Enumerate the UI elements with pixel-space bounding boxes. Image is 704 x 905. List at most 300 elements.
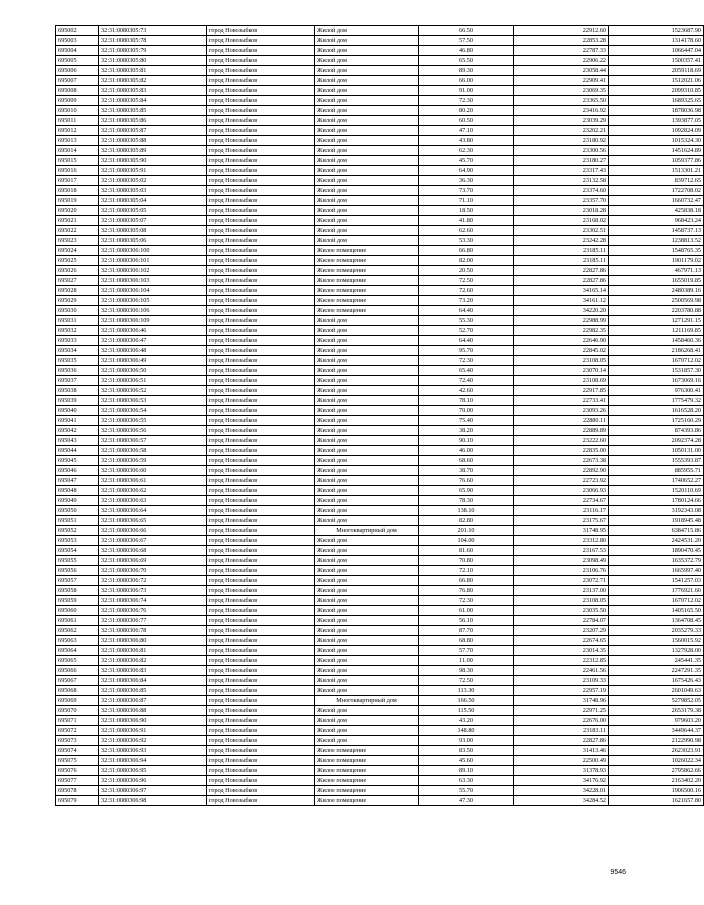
table-row (56, 666, 704, 676)
object-type-cell: Жилой дом (315, 96, 419, 106)
record-id-cell: 695003 (56, 36, 99, 46)
unit-cost-cell: 31748.95 (514, 526, 609, 536)
record-id-cell: 695006 (56, 66, 99, 76)
locality-cell: город Новозыбков (207, 786, 315, 796)
area-cell: 91.00 (419, 86, 514, 96)
unit-cost-cell: 23108.69 (514, 376, 609, 386)
total-cost-cell: 1722708.02 (609, 186, 704, 196)
unit-cost-cell: 23058.44 (514, 66, 609, 76)
total-cost-cell: 1670712.02 (609, 356, 704, 366)
unit-cost-cell: 23168.02 (514, 216, 609, 226)
area-cell: 20.50 (419, 266, 514, 276)
area-cell: 201.10 (419, 526, 514, 536)
locality-cell: город Новозыбков (207, 166, 315, 176)
record-id-cell: 695044 (56, 446, 99, 456)
total-cost-cell: 467971.13 (609, 266, 704, 276)
area-cell: 166.50 (419, 696, 514, 706)
unit-cost-cell: 22827.86 (514, 266, 609, 276)
locality-cell: город Новозыбков (207, 66, 315, 76)
table-row (56, 96, 704, 106)
locality-cell: город Новозыбков (207, 616, 315, 626)
locality-cell: город Новозыбков (207, 636, 315, 646)
area-cell: 52.70 (419, 326, 514, 336)
total-cost-cell: 1271291.15 (609, 316, 704, 326)
locality-cell: город Новозыбков (207, 336, 315, 346)
object-type-cell: Жилой дом (315, 656, 419, 666)
area-cell: 90.10 (419, 436, 514, 446)
total-cost-cell: 1660732.47 (609, 196, 704, 206)
total-cost-cell: 1523687.90 (609, 26, 704, 36)
unit-cost-cell: 22787.33 (514, 46, 609, 56)
unit-cost-cell: 22880.11 (514, 416, 609, 426)
table-row (56, 166, 704, 176)
unit-cost-cell: 34176.92 (514, 776, 609, 786)
total-cost-cell: 1655019.85 (609, 276, 704, 286)
locality-cell: город Новозыбков (207, 226, 315, 236)
total-cost-cell: 1890470.45 (609, 546, 704, 556)
table-row (56, 516, 704, 526)
locality-cell: город Новозыбков (207, 796, 315, 806)
cadastral-number-cell: 32:31:0080306:57 (99, 436, 207, 446)
table-row (56, 696, 704, 706)
table-row (56, 536, 704, 546)
locality-cell: город Новозыбков (207, 426, 315, 436)
object-type-cell: Жилой дом (315, 576, 419, 586)
table-row (56, 336, 704, 346)
locality-cell: город Новозыбков (207, 186, 315, 196)
unit-cost-cell: 23014.35 (514, 646, 609, 656)
area-cell: 64.90 (419, 166, 514, 176)
cadastral-number-cell: 32:31:0080305:78 (99, 36, 207, 46)
area-cell: 38.70 (419, 466, 514, 476)
record-id-cell: 695059 (56, 596, 99, 606)
record-id-cell: 695070 (56, 706, 99, 716)
cadastral-number-cell: 32:31:0080306:84 (99, 676, 207, 686)
record-id-cell: 695043 (56, 436, 99, 446)
object-type-cell: Жилой дом (315, 26, 419, 36)
cadastral-number-cell: 32:31:0080305:07 (99, 216, 207, 226)
area-cell: 104.00 (419, 536, 514, 546)
unit-cost-cell: 22889.89 (514, 426, 609, 436)
locality-cell: город Новозыбков (207, 546, 315, 556)
record-id-cell: 695079 (56, 796, 99, 806)
total-cost-cell: 2122990.98 (609, 736, 704, 746)
table-row (56, 586, 704, 596)
object-type-cell: Жилой дом (315, 456, 419, 466)
locality-cell: город Новозыбков (207, 406, 315, 416)
total-cost-cell: 1560015.92 (609, 636, 704, 646)
total-cost-cell: 1725160.29 (609, 416, 704, 426)
area-cell: 38.20 (419, 426, 514, 436)
object-type-cell: Жилое помещение (315, 786, 419, 796)
area-cell: 47.30 (419, 796, 514, 806)
table-row (56, 56, 704, 66)
cadastral-number-cell: 32:31:0080306:64 (99, 506, 207, 516)
object-type-cell: Жилой дом (315, 66, 419, 76)
table-row (56, 626, 704, 636)
object-type-cell: Жилой дом (315, 86, 419, 96)
total-cost-cell: 1364708.45 (609, 616, 704, 626)
area-cell: 78.30 (419, 496, 514, 506)
object-type-cell: Жилой дом (315, 426, 419, 436)
total-cost-cell: 425838.18 (609, 206, 704, 216)
unit-cost-cell: 22646.90 (514, 336, 609, 346)
cadastral-number-cell: 32:31:0080306:68 (99, 546, 207, 556)
cadastral-number-cell: 32:31:0080305:79 (99, 46, 207, 56)
cadastral-number-cell: 32:31:0080306:101 (99, 256, 207, 266)
object-type-cell: Жилой дом (315, 436, 419, 446)
locality-cell: город Новозыбков (207, 686, 315, 696)
object-type-cell: Жилое помещение (315, 796, 419, 806)
table-row (56, 116, 704, 126)
cadastral-number-cell: 32:31:0080306:88 (99, 706, 207, 716)
area-cell: 72.30 (419, 96, 514, 106)
record-id-cell: 695027 (56, 276, 99, 286)
unit-cost-cell: 34161.12 (514, 296, 609, 306)
record-id-cell: 695071 (56, 716, 99, 726)
object-type-cell: Жилой дом (315, 226, 419, 236)
record-id-cell: 695047 (56, 476, 99, 486)
locality-cell: город Новозыбков (207, 446, 315, 456)
area-cell: 65.50 (419, 56, 514, 66)
unit-cost-cell: 23242.28 (514, 236, 609, 246)
area-cell: 93.00 (419, 736, 514, 746)
area-cell: 82.00 (419, 256, 514, 266)
cadastral-number-cell: 32:31:0080306:82 (99, 656, 207, 666)
cadastral-number-cell: 32:31:0080305:02 (99, 176, 207, 186)
object-type-cell: Жилое помещение (315, 746, 419, 756)
area-cell: 57.70 (419, 646, 514, 656)
area-cell: 78.10 (419, 396, 514, 406)
locality-cell: город Новозыбков (207, 46, 315, 56)
area-cell: 65.90 (419, 486, 514, 496)
record-id-cell: 695050 (56, 506, 99, 516)
area-cell: 70.80 (419, 556, 514, 566)
table-row (56, 406, 704, 416)
record-id-cell: 695037 (56, 376, 99, 386)
total-cost-cell: 2601049.63 (609, 686, 704, 696)
unit-cost-cell: 22971.25 (514, 706, 609, 716)
unit-cost-cell: 22827.86 (514, 276, 609, 286)
area-cell: 138.10 (419, 506, 514, 516)
area-cell: 71.10 (419, 196, 514, 206)
object-type-cell: Жилой дом (315, 356, 419, 366)
unit-cost-cell: 23374.60 (514, 186, 609, 196)
area-cell: 73.70 (419, 186, 514, 196)
total-cost-cell: 1405165.50 (609, 606, 704, 616)
table-row (56, 46, 704, 56)
locality-cell: город Новозыбков (207, 656, 315, 666)
cadastral-number-cell: 32:31:0080306:83 (99, 666, 207, 676)
total-cost-cell: 1555393.87 (609, 456, 704, 466)
object-type-cell: Жилое помещение (315, 266, 419, 276)
table-row (56, 576, 704, 586)
total-cost-cell: 839712.65 (609, 176, 704, 186)
record-id-cell: 695031 (56, 316, 99, 326)
table-row (56, 26, 704, 36)
area-cell: 72.50 (419, 276, 514, 286)
area-cell: 56.10 (419, 616, 514, 626)
area-cell: 72.10 (419, 566, 514, 576)
area-cell: 11.00 (419, 656, 514, 666)
total-cost-cell: 1520110.69 (609, 486, 704, 496)
table-row (56, 276, 704, 286)
area-cell: 62.30 (419, 146, 514, 156)
area-cell: 43.20 (419, 716, 514, 726)
cadastral-number-cell: 32:31:0080306:65 (99, 516, 207, 526)
area-cell: 76.60 (419, 476, 514, 486)
object-type-cell: Жилой дом (315, 636, 419, 646)
cadastral-number-cell: 32:31:0080305:87 (99, 126, 207, 136)
cadastral-number-cell: 32:31:0080305:82 (99, 76, 207, 86)
record-id-cell: 695002 (56, 26, 99, 36)
locality-cell: город Новозыбков (207, 746, 315, 756)
object-type-cell: Жилой дом (315, 196, 419, 206)
unit-cost-cell: 23416.92 (514, 106, 609, 116)
cadastral-number-cell: 32:31:0080306:73 (99, 586, 207, 596)
cadastral-number-cell: 32:31:0080306:63 (99, 496, 207, 506)
table-row (56, 786, 704, 796)
table-row (56, 106, 704, 116)
total-cost-cell: 1500357.41 (609, 56, 704, 66)
locality-cell: город Новозыбков (207, 96, 315, 106)
record-id-cell: 695064 (56, 646, 99, 656)
record-id-cell: 695025 (56, 256, 99, 266)
record-id-cell: 695014 (56, 146, 99, 156)
locality-cell: город Новозыбков (207, 476, 315, 486)
table-row (56, 606, 704, 616)
table-row (56, 456, 704, 466)
unit-cost-cell: 23365.50 (514, 96, 609, 106)
unit-cost-cell: 34228.01 (514, 786, 609, 796)
locality-cell: город Новозыбков (207, 516, 315, 526)
locality-cell: город Новозыбков (207, 596, 315, 606)
record-id-cell: 695078 (56, 786, 99, 796)
total-cost-cell: 2500569.98 (609, 296, 704, 306)
locality-cell: город Новозыбков (207, 706, 315, 716)
cadastral-number-cell: 32:31:0080305:89 (99, 146, 207, 156)
unit-cost-cell: 23167.53 (514, 546, 609, 556)
locality-cell: город Новозыбков (207, 26, 315, 36)
locality-cell: город Новозыбков (207, 696, 315, 706)
total-cost-cell: 1458737.13 (609, 226, 704, 236)
total-cost-cell: 1906500.16 (609, 786, 704, 796)
table-row (56, 226, 704, 236)
locality-cell: город Новозыбков (207, 606, 315, 616)
record-id-cell: 695012 (56, 126, 99, 136)
area-cell: 148.80 (419, 726, 514, 736)
locality-cell: город Новозыбков (207, 776, 315, 786)
cadastral-number-cell: 32:31:0080306:77 (99, 616, 207, 626)
total-cost-cell: 2186268.41 (609, 346, 704, 356)
total-cost-cell: 6384715.86 (609, 526, 704, 536)
total-cost-cell: 1670712.02 (609, 596, 704, 606)
area-cell: 72.30 (419, 356, 514, 366)
unit-cost-cell: 23108.05 (514, 596, 609, 606)
object-type-cell: Жилой дом (315, 706, 419, 716)
unit-cost-cell: 23093.26 (514, 406, 609, 416)
record-id-cell: 695068 (56, 686, 99, 696)
record-id-cell: 695021 (56, 216, 99, 226)
record-id-cell: 695058 (56, 586, 99, 596)
unit-cost-cell: 22676.00 (514, 716, 609, 726)
area-cell: 18.50 (419, 206, 514, 216)
object-type-cell: Жилой дом (315, 446, 419, 456)
area-cell: 80.20 (419, 106, 514, 116)
total-cost-cell: 1512021.06 (609, 76, 704, 86)
total-cost-cell: 1775479.32 (609, 396, 704, 406)
table-row (56, 756, 704, 766)
object-type-cell: Жилой дом (315, 206, 419, 216)
area-cell: 76.80 (419, 586, 514, 596)
object-type-cell: Жилой дом (315, 166, 419, 176)
record-id-cell: 695055 (56, 556, 99, 566)
locality-cell: город Новозыбков (207, 646, 315, 656)
total-cost-cell: 1531857.30 (609, 366, 704, 376)
area-cell: 55.70 (419, 786, 514, 796)
record-id-cell: 695004 (56, 46, 99, 56)
cadastral-number-cell: 32:31:0080305:80 (99, 56, 207, 66)
object-type-cell: Жилой дом (315, 726, 419, 736)
record-id-cell: 695073 (56, 736, 99, 746)
total-cost-cell: 1541257.03 (609, 576, 704, 586)
unit-cost-cell: 22500.49 (514, 756, 609, 766)
total-cost-cell: 1314178.60 (609, 36, 704, 46)
cadastral-number-cell: 32:31:0080306:98 (99, 796, 207, 806)
cadastral-number-cell: 32:31:0080306:102 (99, 266, 207, 276)
table-row (56, 676, 704, 686)
locality-cell: город Новозыбков (207, 356, 315, 366)
total-cost-cell: 968423.24 (609, 216, 704, 226)
record-id-cell: 695049 (56, 496, 99, 506)
unit-cost-cell: 22909.41 (514, 76, 609, 86)
locality-cell: город Новозыбков (207, 326, 315, 336)
cadastral-number-cell: 32:31:0080306:59 (99, 456, 207, 466)
table-row (56, 146, 704, 156)
table-row (56, 396, 704, 406)
locality-cell: город Новозыбков (207, 56, 315, 66)
record-id-cell: 695036 (56, 366, 99, 376)
cadastral-number-cell: 32:31:0080306:87 (99, 696, 207, 706)
locality-cell: город Новозыбков (207, 676, 315, 686)
object-type-cell: Жилой дом (315, 56, 419, 66)
record-id-cell: 695069 (56, 696, 99, 706)
record-id-cell: 695052 (56, 526, 99, 536)
record-id-cell: 695063 (56, 636, 99, 646)
locality-cell: город Новозыбков (207, 416, 315, 426)
table-row (56, 266, 704, 276)
area-cell: 63.30 (419, 776, 514, 786)
locality-cell: город Новозыбков (207, 76, 315, 86)
table-row (56, 686, 704, 696)
unit-cost-cell: 22917.85 (514, 386, 609, 396)
object-type-cell: Жилой дом (315, 46, 419, 56)
unit-cost-cell: 22784.07 (514, 616, 609, 626)
record-id-cell: 695056 (56, 566, 99, 576)
record-id-cell: 695034 (56, 346, 99, 356)
total-cost-cell: 1548765.35 (609, 246, 704, 256)
unit-cost-cell: 34220.20 (514, 306, 609, 316)
cadastral-number-cell: 32:31:0080306:96 (99, 776, 207, 786)
table-row (56, 596, 704, 606)
unit-cost-cell: 22723.92 (514, 476, 609, 486)
cadastral-number-cell: 32:31:0080305:08 (99, 226, 207, 236)
record-id-cell: 695061 (56, 616, 99, 626)
area-cell: 62.60 (419, 226, 514, 236)
table-row (56, 256, 704, 266)
locality-cell: город Новозыбков (207, 36, 315, 46)
unit-cost-cell: 23175.67 (514, 516, 609, 526)
object-type-cell: Жилое помещение (315, 756, 419, 766)
record-id-cell: 695042 (56, 426, 99, 436)
unit-cost-cell: 34165.14 (514, 286, 609, 296)
record-id-cell: 695057 (56, 576, 99, 586)
record-id-cell: 695024 (56, 246, 99, 256)
object-type-cell: Жилой дом (315, 146, 419, 156)
record-id-cell: 695060 (56, 606, 99, 616)
locality-cell: город Новозыбков (207, 176, 315, 186)
record-id-cell: 695010 (56, 106, 99, 116)
unit-cost-cell: 23357.70 (514, 196, 609, 206)
record-id-cell: 695053 (56, 536, 99, 546)
locality-cell: город Новозыбков (207, 266, 315, 276)
table-row (56, 566, 704, 576)
object-type-cell: Жилой дом (315, 326, 419, 336)
locality-cell: город Новозыбков (207, 626, 315, 636)
object-type-cell: Жилой дом (315, 556, 419, 566)
table-row (56, 616, 704, 626)
object-type-cell: Жилой дом (315, 176, 419, 186)
total-cost-cell: 2795862.66 (609, 766, 704, 776)
total-cost-cell: 2424531.20 (609, 536, 704, 546)
record-id-cell: 695007 (56, 76, 99, 86)
area-cell: 83.50 (419, 746, 514, 756)
cadastral-number-cell: 32:31:0080305:84 (99, 96, 207, 106)
locality-cell: город Новозыбков (207, 666, 315, 676)
total-cost-cell: 1015324.30 (609, 136, 704, 146)
total-cost-cell: 1689325.65 (609, 96, 704, 106)
table-row (56, 366, 704, 376)
object-type-cell: Жилой дом (315, 316, 419, 326)
area-cell: 66.50 (419, 26, 514, 36)
total-cost-cell: 2163402.20 (609, 776, 704, 786)
table-row (56, 286, 704, 296)
table-row (56, 716, 704, 726)
unit-cost-cell: 31378.93 (514, 766, 609, 776)
cadastral-number-cell: 32:31:0080305:06 (99, 236, 207, 246)
unit-cost-cell: 22827.86 (514, 736, 609, 746)
record-id-cell: 695030 (56, 306, 99, 316)
locality-cell: город Новозыбков (207, 526, 315, 536)
total-cost-cell: 1092824.09 (609, 126, 704, 136)
record-id-cell: 695077 (56, 776, 99, 786)
locality-cell: город Новозыбков (207, 276, 315, 286)
cadastral-number-cell: 32:31:0080306:92 (99, 736, 207, 746)
object-type-cell: Жилой дом (315, 516, 419, 526)
object-type-cell: Жилой дом (315, 596, 419, 606)
cadastral-number-cell: 32:31:0080306:54 (99, 406, 207, 416)
cadastral-number-cell: 32:31:0080305:85 (99, 106, 207, 116)
cadastral-number-cell: 32:31:0080305:73 (99, 26, 207, 36)
object-type-cell: Жилой дом (315, 36, 419, 46)
area-cell: 41.80 (419, 216, 514, 226)
total-cost-cell: 1665997.40 (609, 566, 704, 576)
unit-cost-cell: 23066.93 (514, 486, 609, 496)
object-type-cell: Жилой дом (315, 486, 419, 496)
unit-cost-cell: 34284.52 (514, 796, 609, 806)
record-id-cell: 695067 (56, 676, 99, 686)
unit-cost-cell: 23222.60 (514, 436, 609, 446)
